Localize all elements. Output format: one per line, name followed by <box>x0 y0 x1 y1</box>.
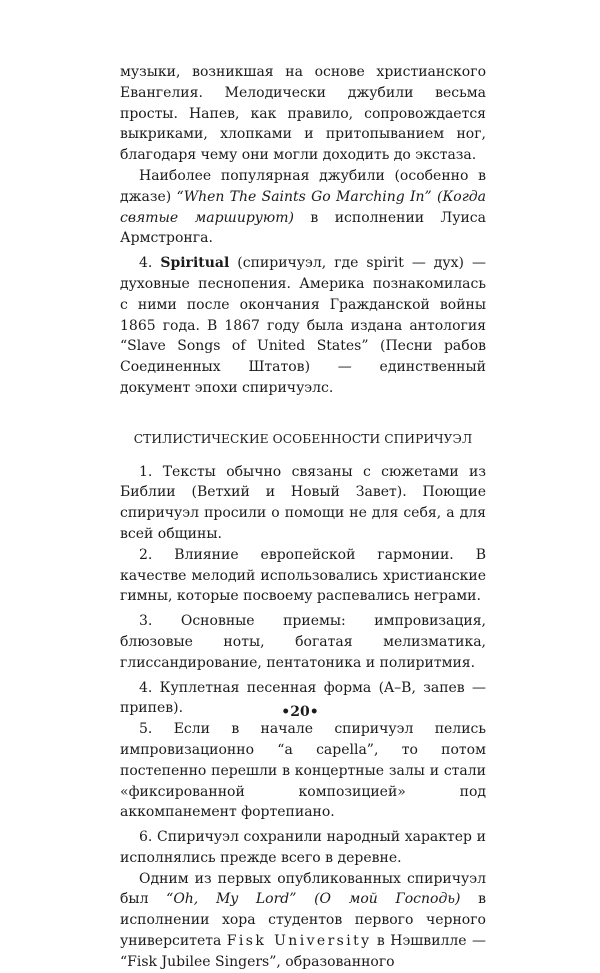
spiritual-number: 4. <box>139 255 153 272</box>
list-item-2: 2. Влияние европейской гармонии. В качестве мелодий использовались христианские гимны, которые посвоему распевались неграми. <box>120 546 486 605</box>
paragraph-popular-jubilee <box>120 166 486 249</box>
spiritual-term: Spiritual <box>160 255 230 272</box>
popular-jubilee-performer: в исполнении Луиса Армстронга. <box>120 209 486 247</box>
saints-title: “When The Saints Go Marching In” (Когда святые маршируют) <box>120 188 486 226</box>
first-published-intro: Одним из первых опубликованных спиричуэл был <box>120 870 486 908</box>
paragraph-spiritual <box>120 253 486 399</box>
list-item-6: 6. Спиричуэл сохранили народный характер и исполнялись прежде всего в деревне. <box>120 829 486 866</box>
page-number: •20• <box>281 704 319 720</box>
oh-my-lord-title: “Oh, My Lord” (О мой Господь) <box>166 891 461 908</box>
fisk-university: Fisk University <box>226 933 372 950</box>
page-text <box>120 62 486 973</box>
paragraph-jubilee-end: музыки, возникшая на основе христианского Евангелия. Мелодически джубили весьма просты. Напев, как правило, сопровождается выкриками, хлопками и притопыванием ног, благодаря чему они могли доходить до экстаза. <box>120 64 486 164</box>
paragraph-first-published <box>120 869 486 973</box>
section-heading: СТИЛИСТИЧЕСКИЕ ОСОБЕННОСТИ СПИРИЧУЭЛ <box>133 431 473 446</box>
popular-jubilee-intro: Наиболее популярная джубили (особенно в джазе) <box>120 167 486 205</box>
first-published-choir: в исполнении хора студентов первого черного университета <box>120 891 486 950</box>
list-item-3: 3. Основные приемы: импровизация, блюзовые ноты, богатая мелизматика, глиссандирование, пентатоника и полиритмия. <box>120 613 486 671</box>
list-item-5: 5. Если в начале спиричуэл пелись импровизационно “a capella”, то потом постепенно перешли в концертные залы и стали «фиксированной композицией» под аккомпанемент фортепиано. <box>120 721 486 821</box>
first-published-end: в Нэшвилле — “Fisk Jubilee Singers”, образованного <box>120 933 487 970</box>
list-item-1: 1. Тексты обычно связаны с сюжетами из Библии (Ветхий и Новый Завет). Поющие спиричуэл просили о помощи не для себя, а для всей общины. <box>120 463 486 542</box>
spiritual-definition: (спиричуэл, где spirit — дух) — духовные песнопения. Америка познакомилась с ними после окончания Гражданской войны 1865 года. В 1867 году была издана антология “Slave Songs of United States” (Песни рабов Соединенных Штатов) — единственный документ эпохи спиричуэлс. <box>120 255 486 396</box>
list-item-4: 4. Куплетная песенная форма (A–B, запев — припев). <box>120 679 486 717</box>
